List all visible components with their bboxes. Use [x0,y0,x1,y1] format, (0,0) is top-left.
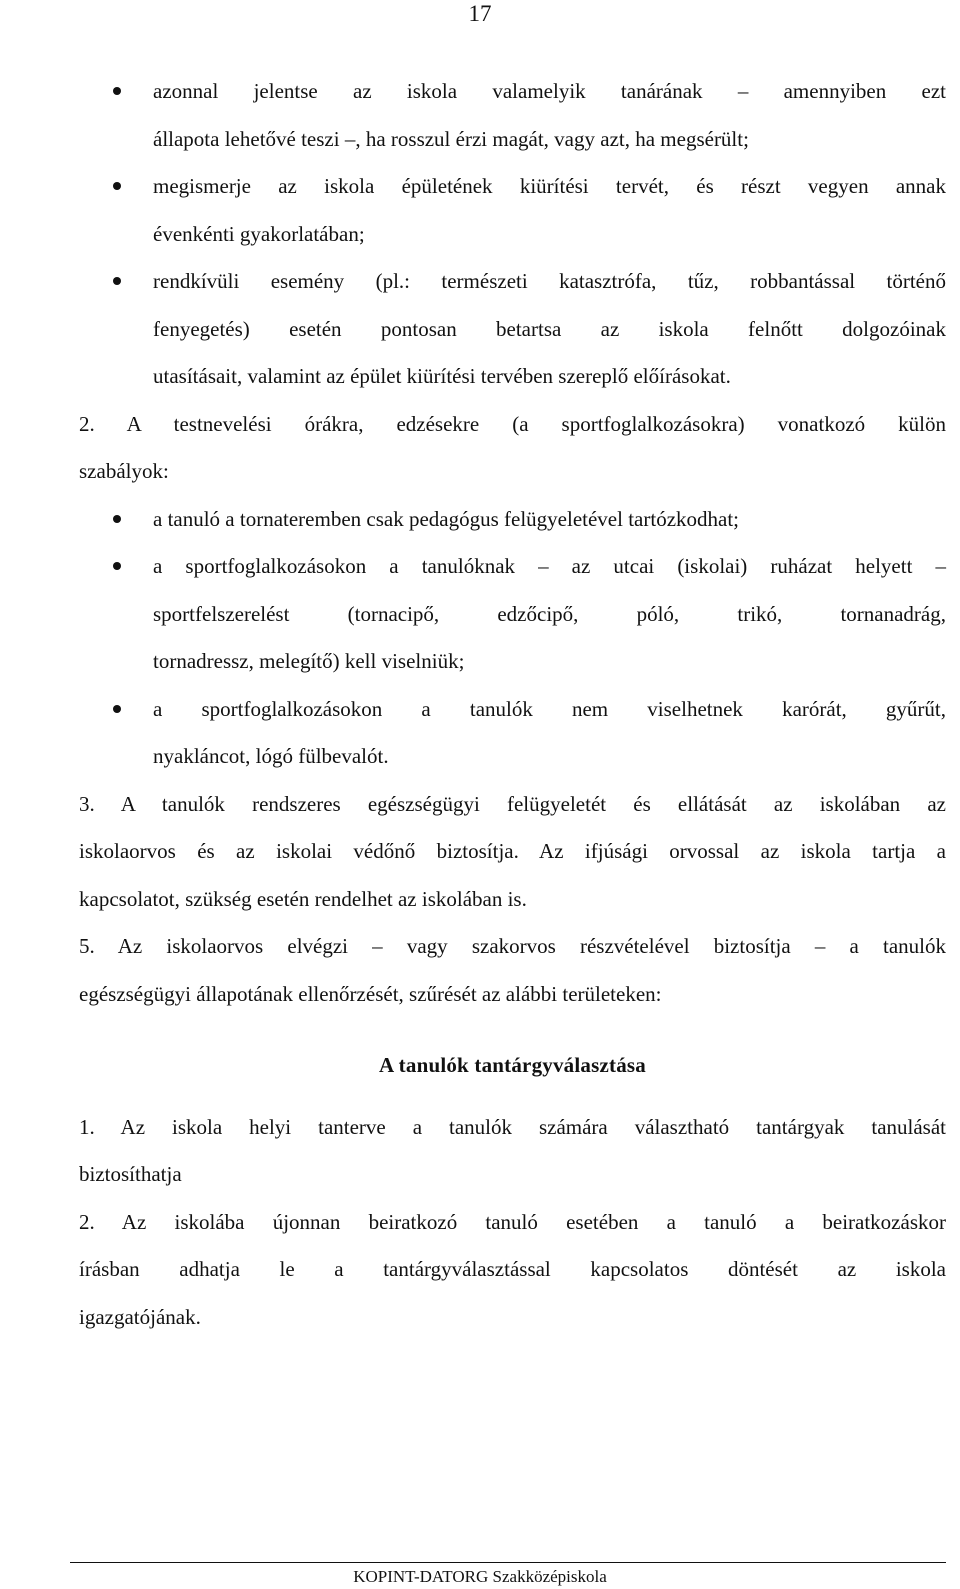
list-item [79,1199,946,1342]
text-line: sportfelszerelést (tornacipő, edzőcipő, póló, trikó, tornanadrág, [153,601,946,626]
text-line: állapota lehetővé teszi –, ha rosszul érzi magát, vagy azt, ha megsérült; [153,126,749,151]
bullet-icon [113,705,121,713]
paragraph-5 [79,923,946,1018]
text-line: kapcsolatot, szükség esetén rendelhet az iskolában is. [79,886,527,911]
text-line: szabályok: [79,459,169,483]
page-footer: KOPINT-DATORG Szakközépiskola [353,1567,607,1586]
text-line: 2. A testnevelési órákra, edzésekre (a sportfoglalkozásokra) vonatkozó külön [79,411,946,436]
bullet-icon [113,182,121,190]
document-body [79,68,946,1341]
text-line: 3. A tanulók rendszeres egészségügyi felügyeletét és ellátását az iskolában az [79,791,946,816]
text-line: évenkénti gyakorlatában; [153,221,365,246]
bullet-item [79,258,946,401]
text-line: megismerje az iskola épületének kiürítési tervét, és részt vegyen annak [153,174,946,198]
text-line: tornadressz, melegítő) kell viselniük; [153,649,465,673]
bullet-icon [113,515,121,523]
text-line: 1. Az iskola helyi tanterve a tanulók számára választható tantárgyak tanulását [79,1114,946,1139]
text-line: 5. Az iskolaorvos elvégzi – vagy szakorvos részvételével biztosítja – a tanulók [79,934,946,958]
bullet-item [79,686,946,781]
paragraph-3 [79,781,946,924]
text-line: a tanuló a tornateremben csak pedagógus felügyeletével tartózkodhat; [153,506,740,531]
text-line: azonnal jelentse az iskola valamelyik tanárának – amennyiben ezt [153,79,946,103]
text-line: igazgatójának. [79,1304,201,1329]
text-line: nyakláncot, lógó fülbevalót. [153,744,389,768]
bullet-item [79,496,946,544]
text-line: fenyegetés) esetén pontosan betartsa az iskola felnőtt dolgozóinak [153,316,946,341]
bullet-item [79,163,946,258]
text-line: utasításait, valamint az épület kiürítési tervében szereplő előírásokat. [153,364,731,388]
bullet-item [79,68,946,163]
text-line: rendkívüli esemény (pl.: természeti katasztrófa, tűz, robbantással történő [153,269,946,293]
text-line: a sportfoglalkozásokon a tanulóknak – az utcai (iskolai) ruházat helyett – [153,554,946,578]
bullet-item [79,543,946,686]
bullet-icon [113,277,121,285]
paragraph-2 [79,401,946,496]
bullet-icon [113,87,121,95]
text-line: írásban adhatja le a tantárgyválasztással kapcsolatos döntését az iskola [79,1257,946,1281]
page-number: 17 [468,1,492,26]
text-line: iskolaorvos és az iskolai védőnő biztosítja. Az ifjúsági orvossal az iskola tartja a [79,839,946,863]
bullet-icon [113,562,121,570]
text-line: 2. Az iskolába újonnan beiratkozó tanuló esetében a tanuló a beiratkozáskor [79,1209,946,1234]
text-line: a sportfoglalkozásokon a tanulók nem viselhetnek karórát, gyűrűt, [153,696,946,721]
footer-divider [70,1562,946,1563]
text-line: biztosíthatja [79,1162,182,1186]
list-item [79,1104,946,1199]
section-heading: A tanulók tantárgyválasztása [379,1053,646,1077]
text-line: egészségügyi állapotának ellenőrzését, szűrését az alábbi területeken: [79,981,662,1006]
